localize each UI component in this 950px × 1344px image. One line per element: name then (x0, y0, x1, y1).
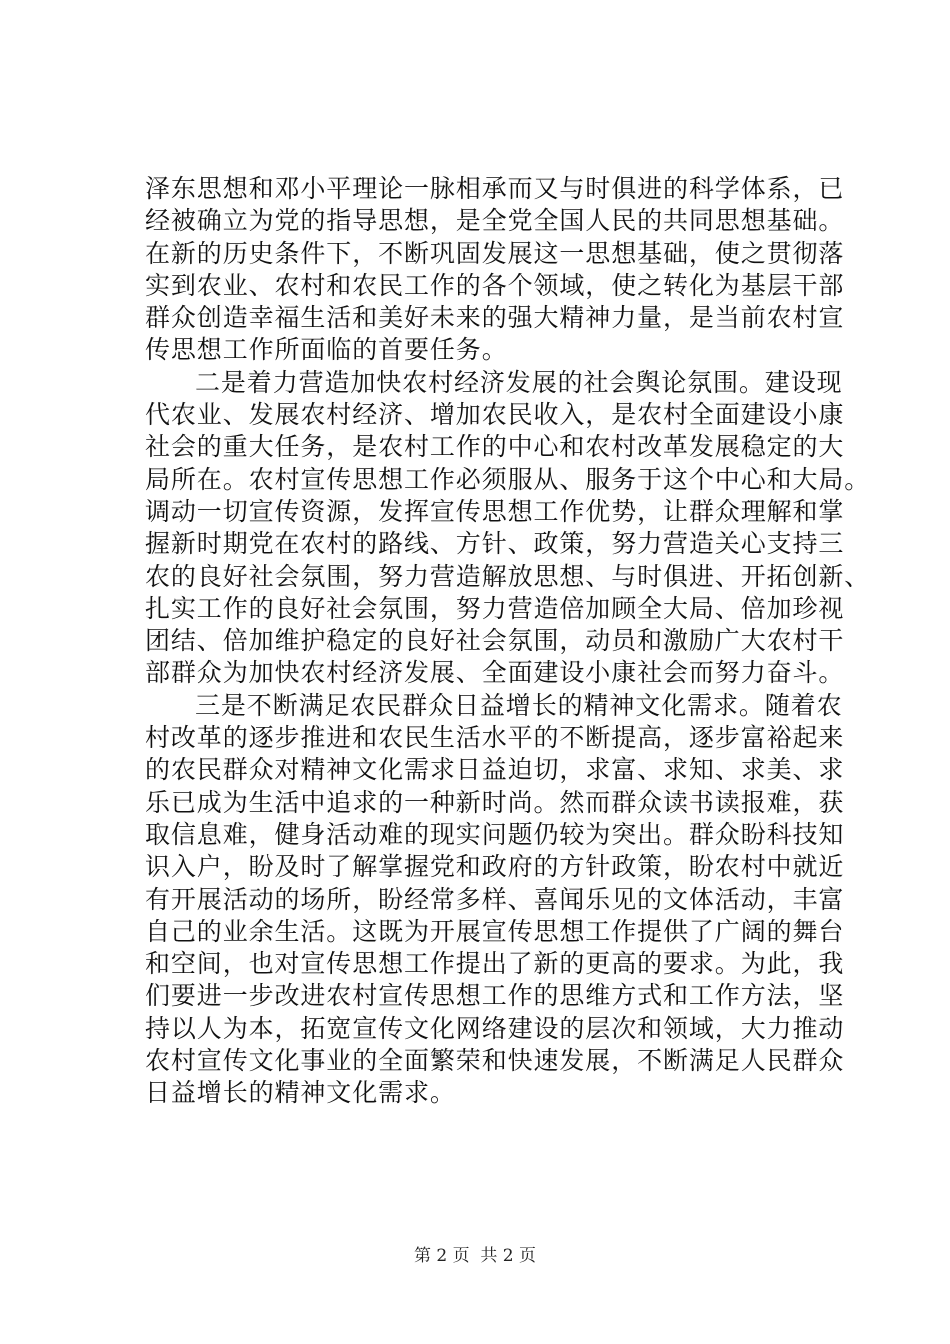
text-line: 实到农业、农村和农民工作的各个领域，使之转化为基层干部 (145, 270, 845, 300)
text-line: 村改革的逐步推进和农民生活水平的不断提高，逐步富裕起来 (145, 723, 845, 753)
text-line: 乐已成为生活中追求的一种新时尚。然而群众读书读报难，获 (145, 787, 845, 817)
text-line: 传思想工作所面临的首要任务。 (145, 335, 508, 365)
text-line: 自己的业余生活。这既为开展宣传思想工作提供了广阔的舞台 (145, 916, 845, 946)
text-line: 群众创造幸福生活和美好未来的强大精神力量，是当前农村宣 (145, 303, 845, 333)
text-line: 部群众为加快农村经济发展、全面建设小康社会而努力奋斗。 (145, 658, 845, 688)
page-number-label: 第 2 页 共 2 页 (413, 1246, 537, 1266)
text-line: 社会的重大任务，是农村工作的中心和农村改革发展稳定的大 (145, 432, 845, 462)
text-line: 和空间，也对宣传思想工作提出了新的更高的要求。为此，我 (145, 949, 845, 979)
paragraph-start-line: 二是着力营造加快农村经济发展的社会舆论氛围。建设现 (195, 367, 843, 397)
text-line: 有开展活动的场所，盼经常多样、喜闻乐见的文体活动，丰富 (145, 884, 845, 914)
text-line: 握新时期党在农村的路线、方针、政策，努力营造关心支持三 (145, 529, 845, 559)
text-line: 们要进一步改进农村宣传思想工作的思维方式和工作方法，坚 (145, 981, 845, 1011)
text-line: 经被确立为党的指导思想，是全党全国人民的共同思想基础。 (145, 206, 845, 236)
text-line: 在新的历史条件下，不断巩固发展这一思想基础，使之贯彻落 (145, 238, 845, 268)
text-line: 团结、倍加维护稳定的良好社会氛围，动员和激励广大农村干 (145, 626, 845, 656)
text-line: 的农民群众对精神文化需求日益迫切，求富、求知、求美、求 (145, 755, 845, 785)
page-footer (0, 1245, 950, 1267)
text-line: 代农业、发展农村经济、增加农民收入，是农村全面建设小康 (145, 400, 845, 430)
text-line: 扎实工作的良好社会氛围，努力营造倍加顾全大局、倍加珍视 (145, 593, 845, 623)
text-line: 持以人为本，拓宽宣传文化网络建设的层次和领域，大力推动 (145, 1013, 845, 1043)
text-line: 农的良好社会氛围，努力营造解放思想、与时俱进、开拓创新、 (145, 561, 871, 591)
body-text (145, 173, 871, 1110)
text-line: 局所在。农村宣传思想工作必须服从、服务于这个中心和大局。 (145, 464, 871, 494)
text-line: 取信息难，健身活动难的现实问题仍较为突出。群众盼科技知 (145, 819, 845, 849)
text-line: 识入户，盼及时了解掌握党和政府的方针政策，盼农村中就近 (145, 852, 845, 882)
text-line: 泽东思想和邓小平理论一脉相承而又与时俱进的科学体系，已 (145, 174, 845, 203)
text-line: 农村宣传文化事业的全面繁荣和快速发展，不断满足人民群众 (145, 1046, 845, 1076)
text-line: 调动一切宣传资源，发挥宣传思想工作优势，让群众理解和掌 (145, 496, 845, 526)
text-line: 日益增长的精神文化需求。 (145, 1078, 456, 1108)
paragraph-start-line: 三是不断满足农民群众日益增长的精神文化需求。随着农 (195, 690, 843, 720)
